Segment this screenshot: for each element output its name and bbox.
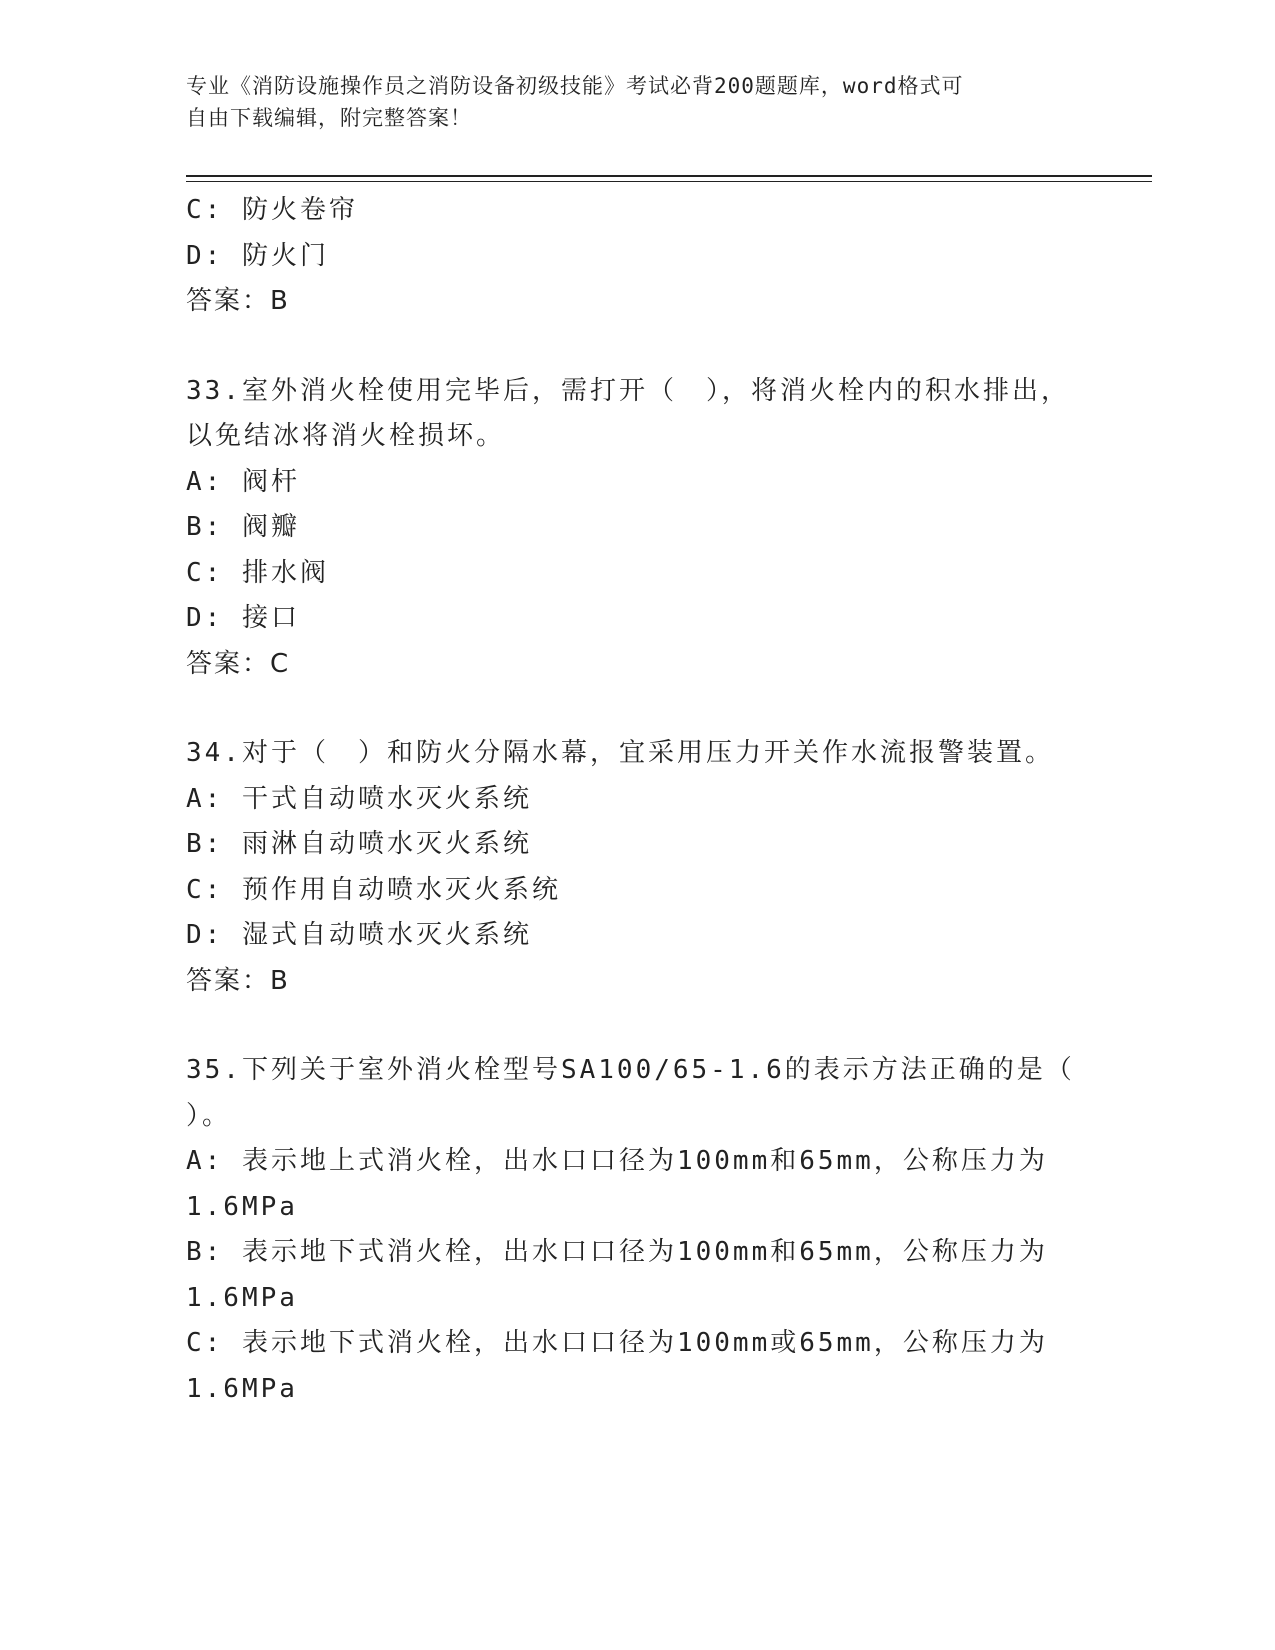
option-b: B: 雨淋自动喷水灭火系统: [186, 829, 532, 859]
option-c: C: 排水阀: [186, 557, 329, 588]
question-text: 33.室外消火栓使用完毕后，需打开（ ），将消火栓内的积水排出，: [186, 375, 1070, 406]
option-c: C: 预作用自动喷水灭火系统: [186, 874, 561, 905]
answer-line: 答案：C: [186, 648, 291, 679]
header-line-1: 专业《消防设施操作员之消防设备初级技能》考试必背200题题库，word格式可: [186, 74, 964, 98]
header-line-2: 自由下载编辑，附完整答案！: [186, 106, 472, 130]
option-c: C: 表示地下式消火栓，出水口口径为100mm或65mm，公称压力为: [186, 1328, 1048, 1358]
question-text-continued: ）。: [186, 1100, 232, 1131]
option-c: C: 防火卷帘: [186, 195, 358, 225]
question-content: [186, 188, 1086, 1412]
option-d: D: 防火门: [186, 240, 329, 271]
option-a: A: 阀杆: [186, 466, 300, 497]
spacer: [186, 687, 1086, 731]
spacer: [186, 325, 1086, 369]
option-a: A: 干式自动喷水灭火系统: [186, 783, 532, 814]
header-divider-thick: [186, 175, 1152, 177]
question-35: [186, 1048, 1086, 1412]
question-34: [186, 731, 1086, 1004]
option-b-continued: 1.6MPa: [186, 1282, 298, 1313]
option-c-continued: 1.6MPa: [186, 1373, 298, 1404]
option-a-continued: 1.6MPa: [186, 1191, 298, 1222]
option-b: B: 表示地下式消火栓，出水口口径为100mm和65mm，公称压力为: [186, 1237, 1048, 1267]
option-d: D: 接口: [186, 603, 300, 633]
header-divider-thin: [186, 181, 1152, 182]
question-text: 35.下列关于室外消火栓型号SA100/65-1.6的表示方法正确的是（: [186, 1055, 1075, 1085]
page-header: [186, 70, 1086, 134]
option-d: D: 湿式自动喷水灭火系统: [186, 920, 532, 950]
answer-line: 答案：B: [186, 286, 290, 316]
question-33: [186, 369, 1086, 688]
option-a: A: 表示地上式消火栓，出水口口径为100mm和65mm，公称压力为: [186, 1146, 1048, 1176]
option-b: B: 阀瓣: [186, 512, 300, 542]
prev-question: [186, 188, 1086, 325]
question-text: 34.对于（ ）和防火分隔水幕，宜采用压力开关作水流报警装置。: [186, 738, 1054, 768]
spacer: [186, 1004, 1086, 1048]
question-text-continued: 以免结冰将消火栓损坏。: [186, 421, 506, 451]
answer-line: 答案：B: [186, 965, 290, 996]
